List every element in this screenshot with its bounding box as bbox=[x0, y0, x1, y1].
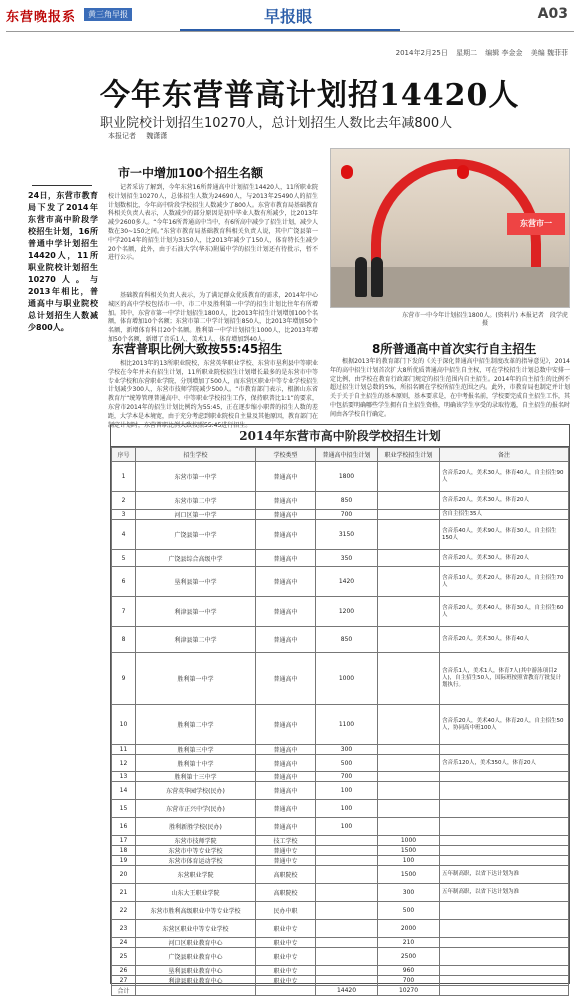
table-cell: 850 bbox=[316, 492, 378, 510]
table-cell: 含音乐10人，美术20人，体育20人，自主招生70人 bbox=[440, 567, 569, 597]
table-cell bbox=[440, 856, 569, 866]
table-cell: 普通中专 bbox=[256, 846, 316, 856]
table-cell: 东营市胜利高级职业中等专业学校 bbox=[136, 902, 256, 920]
table-row bbox=[112, 846, 569, 856]
table-cell: 职业中专 bbox=[256, 920, 316, 938]
table-cell: 东营市第二中学 bbox=[136, 492, 256, 510]
table-cell: 500 bbox=[378, 902, 440, 920]
table-cell bbox=[440, 818, 569, 836]
lantern-right bbox=[457, 165, 469, 179]
table-cell: 普通高中 bbox=[256, 462, 316, 492]
table-cell: 1 bbox=[112, 462, 136, 492]
table-header-row bbox=[112, 448, 569, 462]
table-cell: 100 bbox=[316, 800, 378, 818]
top-divider bbox=[6, 31, 574, 32]
table-row bbox=[112, 938, 569, 948]
table-cell: 含音乐1人，美术1人，体育7人(其中游泳项目2人)，自主招生50人，国际班按照省教育厅批复计划执行。 bbox=[440, 653, 569, 705]
table-cell: 20 bbox=[112, 866, 136, 884]
table-row bbox=[112, 520, 569, 550]
table-total-cell bbox=[440, 986, 569, 996]
table-cell: 民办中职 bbox=[256, 902, 316, 920]
table-row bbox=[112, 653, 569, 705]
masthead bbox=[0, 0, 580, 30]
table-header-cell: 职业学校招生计划 bbox=[378, 448, 440, 462]
table-row bbox=[112, 567, 569, 597]
table-cell: 普通高中 bbox=[256, 755, 316, 772]
table-cell: 含音乐20人，美术30人，体育40人 bbox=[440, 627, 569, 653]
article-title-3: 东营普职比例大致按55:45招生 bbox=[112, 342, 283, 356]
table-cell bbox=[378, 492, 440, 510]
table-row bbox=[112, 856, 569, 866]
table-header-cell: 序号 bbox=[112, 448, 136, 462]
table-cell: 东营市第一中学 bbox=[136, 462, 256, 492]
article-body-4: 根据2013年的教育部门下发的《关于深化普通高中招生制度改革的指导意见》，2014年的高中招生计划首次扩大8所优质普通高中招生自主权，可在学校招生计划总数中安排一定比例，由学校在教育行政部门规定的招生范围内自主招生。2014年的自主招生的比例不超过招生计划总数的5%，所招名额在学校所招生范围之内。此外，市教育局也制定并计划关于关于自主招生的基本原则，基本要求是，在中考报名前，学校要完成自主招生工作，其中包括要明确哪些学生拥有自主招生资格，明确该学生享受的录取待遇，自主招生的报名时间由各学校自行确定。 bbox=[330, 358, 571, 418]
table-cell bbox=[316, 966, 378, 976]
table-cell: 2500 bbox=[378, 948, 440, 966]
table-total-cell: 合计 bbox=[112, 986, 136, 996]
table-cell: 东营英华园学校(民办) bbox=[136, 782, 256, 800]
editor-credit: 编辑 李金金 bbox=[485, 49, 523, 57]
table-cell: 含音乐120人，美术350人，体育20人 bbox=[440, 755, 569, 772]
table-body bbox=[112, 462, 569, 996]
table-cell bbox=[378, 653, 440, 705]
table-cell: 2 bbox=[112, 492, 136, 510]
table-cell: 含音乐20人，美术30人，体育20人 bbox=[440, 492, 569, 510]
section-title: 早报眼 bbox=[263, 7, 312, 26]
table-header-cell: 学校类型 bbox=[256, 448, 316, 462]
table-cell: 胜利第一中学 bbox=[136, 653, 256, 705]
table-cell bbox=[316, 902, 378, 920]
table-cell bbox=[440, 772, 569, 782]
table-cell: 普通高中 bbox=[256, 492, 316, 510]
table-cell: 普通高中 bbox=[256, 745, 316, 755]
byline-role: 本报记者 bbox=[108, 132, 136, 140]
table-cell bbox=[316, 948, 378, 966]
table-cell bbox=[440, 782, 569, 800]
table-cell bbox=[378, 818, 440, 836]
table-cell: 18 bbox=[112, 846, 136, 856]
table-cell bbox=[378, 705, 440, 745]
table-cell: 东营市体育运动学校 bbox=[136, 856, 256, 866]
table-cell: 五年制高职，以省下达计划为准 bbox=[440, 866, 569, 884]
school-sign: 东营市一 bbox=[507, 213, 565, 235]
table-cell: 700 bbox=[378, 976, 440, 986]
table-cell: 利津县第一中学 bbox=[136, 597, 256, 627]
table-row bbox=[112, 782, 569, 800]
table-cell bbox=[440, 920, 569, 938]
table-cell bbox=[316, 856, 378, 866]
table-row bbox=[112, 976, 569, 986]
table-cell: 东营市正兴中学(民办) bbox=[136, 800, 256, 818]
table-cell: 15 bbox=[112, 800, 136, 818]
table-cell: 东营职业学院 bbox=[136, 866, 256, 884]
table-row bbox=[112, 550, 569, 567]
table-row bbox=[112, 745, 569, 755]
table-cell bbox=[378, 510, 440, 520]
table-cell: 普通高中 bbox=[256, 772, 316, 782]
table-cell: 4 bbox=[112, 520, 136, 550]
table-row bbox=[112, 755, 569, 772]
table-cell bbox=[378, 520, 440, 550]
table-cell: 普通高中 bbox=[256, 653, 316, 705]
table-cell: 500 bbox=[316, 755, 378, 772]
table-cell: 14 bbox=[112, 782, 136, 800]
table-row bbox=[112, 800, 569, 818]
article-title-4: 8所普通高中首次实行自主招生 bbox=[372, 342, 537, 356]
table-header-cell: 普通高中招生计划 bbox=[316, 448, 378, 462]
table-row bbox=[112, 818, 569, 836]
table-total-cell: 14420 bbox=[316, 986, 378, 996]
table-cell: 职业中专 bbox=[256, 938, 316, 948]
table-cell: 胜利第二中学 bbox=[136, 705, 256, 745]
table-cell: 11 bbox=[112, 745, 136, 755]
article-body-3: 相比2013年的13所职业院校，东营英华职业学校、东营市垦利县中等职业学校在今年并未有招生计划，11所职业院校招生计划增长最多的是东营市中等专业学校和东营职业学院，分别增加了500人，而东营区职业中等专业学校招生计划减少300人，东营市技师学院减少500人。“市教育部门表示，根据山东省教育厅“统筹管理普通高中、中等职业学校招生工作，保持职普比1:1”的要求，东营市2014年的招生计划比例约为55:45，正在逐步缩小职普的招生人数的差距，大学本是本境宽，由于充分考虑到职业院校自主量及其他原因，教育部门在制定计划时，东营普职比例大致按照55:45进行招生。 bbox=[108, 360, 319, 429]
table-cell: 700 bbox=[316, 772, 378, 782]
table-cell: 胜利新胜学校(民办) bbox=[136, 818, 256, 836]
enrollment-plan-table bbox=[110, 424, 570, 995]
table-cell: 东营市技师学院 bbox=[136, 836, 256, 846]
student-figure bbox=[371, 257, 383, 297]
headline: 今年东营普高计划招14420人 bbox=[100, 78, 520, 113]
table-cell: 100 bbox=[316, 782, 378, 800]
table-cell: 含自主招生35人 bbox=[440, 510, 569, 520]
table-total-cell: 10270 bbox=[378, 986, 440, 996]
table-cell bbox=[378, 550, 440, 567]
table-row bbox=[112, 510, 569, 520]
table-cell: 含音乐20人，美术40人，体育20人，自主招生50人，协同高中班100人 bbox=[440, 705, 569, 745]
table-cell bbox=[316, 976, 378, 986]
article-body-1: 记者采访了解到，今年东营16所普通高中计划招生14420人，11所职业院校计划招生10270人，总体招生人数为24690人，与2013年25490人的招生计划数相比，今年高中阶段学校招生人数减少了800人。东营市教育局基础教育科相关负责人表示，人数减少的部分原因是初中毕业人数有所减少，比2013年减少2600多人。“今年16所普通高中当中，有6所高中减少了招生计划，减少人数在30~150之间。”东营市教育局基础教育科相关负责人说，其中广饶县第一中学2014年的招生计划为3150人，比2013年减少了150人，体育特长生减少20个名额，此外，由于石油大学(华东)附属中学的招生计划还有待批示，暂不进行公示。 bbox=[108, 184, 318, 262]
table-cell bbox=[440, 800, 569, 818]
table-cell: 210 bbox=[378, 938, 440, 948]
table-cell: 含音乐20人，美术30人，体育40人，自主招生90人 bbox=[440, 462, 569, 492]
table-row bbox=[112, 948, 569, 966]
byline-name: 魏潇潇 bbox=[146, 132, 168, 140]
table-cell: 3150 bbox=[316, 520, 378, 550]
table-cell: 普通高中 bbox=[256, 782, 316, 800]
table-cell: 胜利第十三中学 bbox=[136, 772, 256, 782]
table-cell: 24 bbox=[112, 938, 136, 948]
table-cell bbox=[316, 920, 378, 938]
table-cell: 21 bbox=[112, 884, 136, 902]
table-cell: 职业中专 bbox=[256, 976, 316, 986]
table-cell: 1100 bbox=[316, 705, 378, 745]
table-cell bbox=[316, 938, 378, 948]
table-cell: 1500 bbox=[378, 866, 440, 884]
table-cell: 普通高中 bbox=[256, 627, 316, 653]
table-cell bbox=[440, 966, 569, 976]
lantern-left bbox=[341, 165, 353, 179]
table-row bbox=[112, 772, 569, 782]
table-cell: 13 bbox=[112, 772, 136, 782]
table-cell bbox=[378, 462, 440, 492]
table-cell: 2000 bbox=[378, 920, 440, 938]
table-cell bbox=[440, 948, 569, 966]
table-cell bbox=[378, 800, 440, 818]
table-cell: 25 bbox=[112, 948, 136, 966]
table-cell: 普通高中 bbox=[256, 705, 316, 745]
table-cell: 普通中专 bbox=[256, 856, 316, 866]
table-cell: 6 bbox=[112, 567, 136, 597]
table-total-row bbox=[112, 986, 569, 996]
page-number: A03 bbox=[537, 6, 568, 22]
table-cell: 广饶县职业教育中心 bbox=[136, 948, 256, 966]
table-cell: 960 bbox=[378, 966, 440, 976]
table-cell bbox=[316, 866, 378, 884]
table-cell bbox=[440, 745, 569, 755]
table-cell: 技工学校 bbox=[256, 836, 316, 846]
table-cell: 1500 bbox=[378, 846, 440, 856]
table-cell: 16 bbox=[112, 818, 136, 836]
table-cell: 广饶县第一中学 bbox=[136, 520, 256, 550]
table-cell: 普通高中 bbox=[256, 550, 316, 567]
table-cell bbox=[440, 902, 569, 920]
table-cell: 河口区第一中学 bbox=[136, 510, 256, 520]
table-cell: 100 bbox=[378, 856, 440, 866]
table-cell bbox=[440, 938, 569, 948]
table-title: 2014年东营市高中阶段学校招生计划 bbox=[111, 425, 569, 447]
table-cell: 胜利第十中学 bbox=[136, 755, 256, 772]
table-cell: 5 bbox=[112, 550, 136, 567]
table-cell bbox=[440, 976, 569, 986]
table-total-cell bbox=[256, 986, 316, 996]
plan-table bbox=[111, 447, 569, 996]
table-header-cell: 招生学校 bbox=[136, 448, 256, 462]
table-cell bbox=[378, 745, 440, 755]
table-cell: 普通高中 bbox=[256, 818, 316, 836]
table-cell: 高职院校 bbox=[256, 866, 316, 884]
table-cell: 26 bbox=[112, 966, 136, 976]
table-cell: 垦利县职业教育中心 bbox=[136, 966, 256, 976]
table-cell: 10 bbox=[112, 705, 136, 745]
issue-weekday: 星期二 bbox=[456, 49, 478, 57]
table-cell: 850 bbox=[316, 627, 378, 653]
table-cell: 普通高中 bbox=[256, 567, 316, 597]
article-title-1: 市一中增加100个招生名额 bbox=[118, 166, 264, 180]
table-row bbox=[112, 884, 569, 902]
newspaper-logo: 东营晚报系 bbox=[6, 10, 77, 25]
table-cell: 五年制高职，以省下达计划为准 bbox=[440, 884, 569, 902]
table-cell: 利津县第二中学 bbox=[136, 627, 256, 653]
table-cell: 利津县职业教育中心 bbox=[136, 976, 256, 986]
table-cell: 垦利县第一中学 bbox=[136, 567, 256, 597]
student-figure bbox=[355, 257, 367, 297]
table-cell: 17 bbox=[112, 836, 136, 846]
table-cell: 胜利第三中学 bbox=[136, 745, 256, 755]
table-row bbox=[112, 492, 569, 510]
table-row bbox=[112, 920, 569, 938]
issue-date: 2014年2月25日 bbox=[395, 49, 448, 57]
byline bbox=[100, 131, 167, 141]
table-row bbox=[112, 597, 569, 627]
table-cell bbox=[378, 597, 440, 627]
table-cell bbox=[440, 846, 569, 856]
table-cell: 含音乐40人，美术90人，体育30人，自主招生150人 bbox=[440, 520, 569, 550]
table-cell bbox=[316, 836, 378, 846]
table-cell: 河口区职业教育中心 bbox=[136, 938, 256, 948]
table-cell: 9 bbox=[112, 653, 136, 705]
table-cell: 含音乐20人，美术30人，体育20人 bbox=[440, 550, 569, 567]
table-cell bbox=[378, 782, 440, 800]
table-cell: 350 bbox=[316, 550, 378, 567]
table-cell bbox=[316, 884, 378, 902]
table-row bbox=[112, 627, 569, 653]
table-total-cell bbox=[136, 986, 256, 996]
table-cell: 22 bbox=[112, 902, 136, 920]
table-cell: 3 bbox=[112, 510, 136, 520]
table-cell: 19 bbox=[112, 856, 136, 866]
table-cell: 广饶县综合高级中学 bbox=[136, 550, 256, 567]
table-cell: 1200 bbox=[316, 597, 378, 627]
article-body-2: 基础教育科相关负责人表示，为了满足群众优质教育的需求，2014年中心城区的高中学校包括市一中、市二中及胜利第一中学的招生计划比往年有所增加。其中，东营市第一中学计划招生1800人，比2013年招生计划增加100个名额，体育增加10个名额；东营市第二中学计划招生850人，比2013年增加50个名额，新增体育科目20个名额。胜利第一中学计划招生1000人，比2013年增加50个名额，新增了音乐1人、美术1人、体育增加到40人。 bbox=[108, 292, 318, 343]
logo-tag: 黄三角早报 bbox=[84, 8, 132, 21]
table-cell: 职业中专 bbox=[256, 948, 316, 966]
table-cell: 300 bbox=[378, 884, 440, 902]
table-cell: 700 bbox=[316, 510, 378, 520]
dateline bbox=[390, 48, 568, 58]
table-cell: 普通高中 bbox=[256, 800, 316, 818]
table-cell: 7 bbox=[112, 597, 136, 627]
table-cell: 东营区职业中等专业学校 bbox=[136, 920, 256, 938]
table-row bbox=[112, 705, 569, 745]
table-cell: 1000 bbox=[378, 836, 440, 846]
table-row bbox=[112, 462, 569, 492]
table-cell bbox=[378, 627, 440, 653]
table-row bbox=[112, 966, 569, 976]
lead-summary: 24日，东营市教育局下发了2014年东营市高中阶段学校招生计划，16所普通中学计划招生14420人，11所职业院校计划招生10270人。与2013年相比，普通高中与职业院校总计划招生人数减少800人。 bbox=[28, 185, 98, 334]
table-header-cell: 备注 bbox=[440, 448, 569, 462]
table-cell bbox=[440, 836, 569, 846]
subheadline: 职业院校计划招生10270人，总计划招生人数比去年减800人 bbox=[100, 116, 453, 131]
table-row bbox=[112, 866, 569, 884]
table-row bbox=[112, 836, 569, 846]
table-cell: 27 bbox=[112, 976, 136, 986]
table-cell: 普通高中 bbox=[256, 510, 316, 520]
table-cell bbox=[378, 772, 440, 782]
table-cell: 1420 bbox=[316, 567, 378, 597]
table-cell: 1800 bbox=[316, 462, 378, 492]
table-cell: 12 bbox=[112, 755, 136, 772]
table-cell: 普通高中 bbox=[256, 597, 316, 627]
table-row bbox=[112, 902, 569, 920]
table-cell: 8 bbox=[112, 627, 136, 653]
table-cell bbox=[378, 567, 440, 597]
table-cell: 100 bbox=[316, 818, 378, 836]
table-cell: 职业中专 bbox=[256, 966, 316, 976]
table-cell: 东营市中等专业学校 bbox=[136, 846, 256, 856]
table-cell: 普通高中 bbox=[256, 520, 316, 550]
table-cell: 高职院校 bbox=[256, 884, 316, 902]
table-cell: 山东大王职业学院 bbox=[136, 884, 256, 902]
photo-caption: 东营市一中今年计划招生1800人。(资料片) 本报记者 段学虎 摄 bbox=[402, 312, 574, 327]
table-cell: 含音乐20人，美术40人，体育30人，自主招生60人 bbox=[440, 597, 569, 627]
table-cell: 1000 bbox=[316, 653, 378, 705]
news-photo bbox=[330, 148, 570, 308]
designer-credit: 美编 魏菲菲 bbox=[530, 49, 568, 57]
table-cell: 300 bbox=[316, 745, 378, 755]
table-cell bbox=[378, 755, 440, 772]
table-cell bbox=[316, 846, 378, 856]
table-cell: 23 bbox=[112, 920, 136, 938]
